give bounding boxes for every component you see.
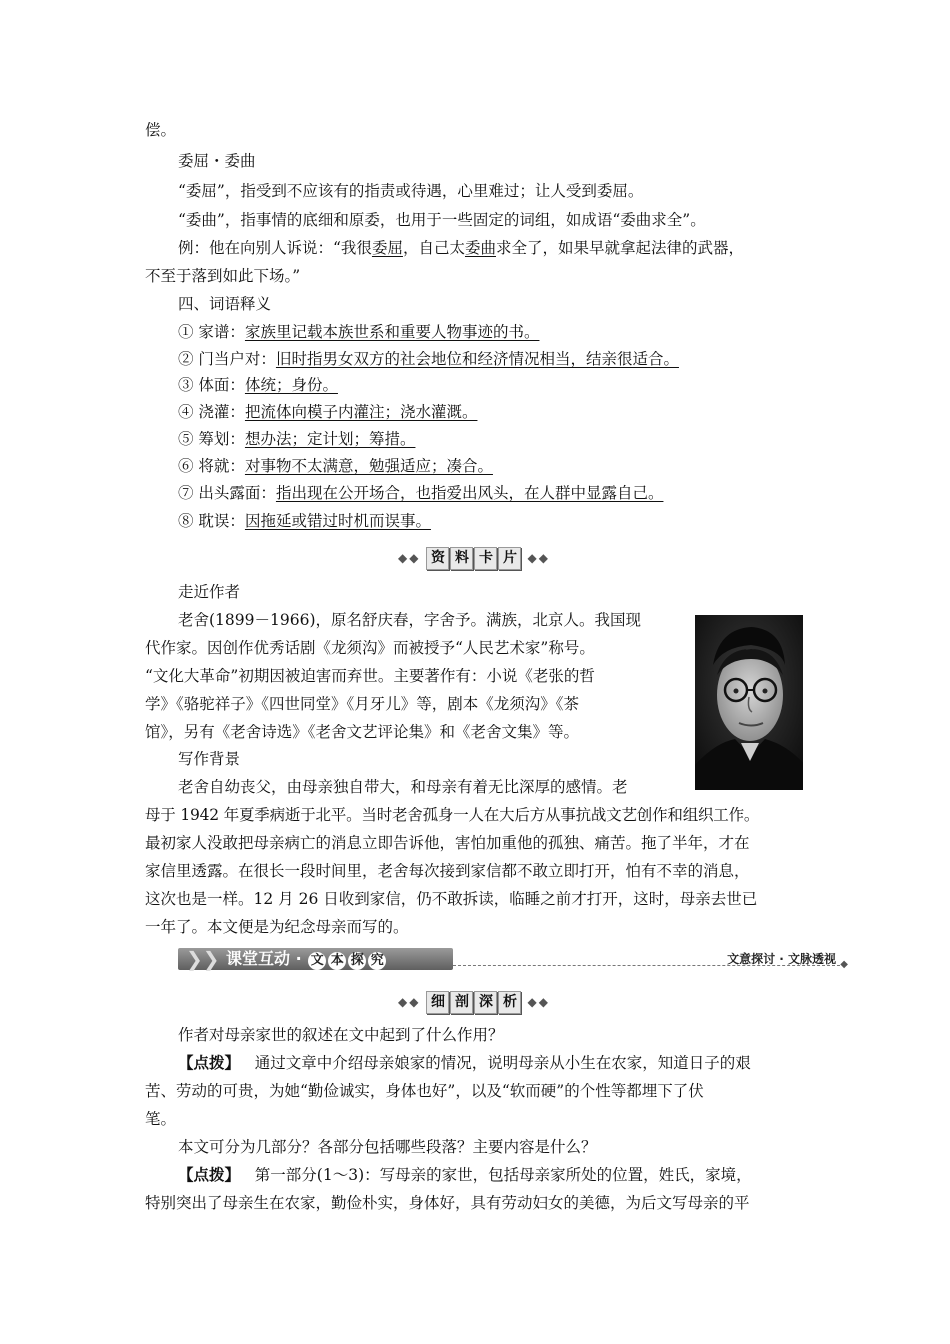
glossary-item: ⑤ 筹划：想办法；定计划；筹措。 <box>178 430 416 448</box>
subheading-author: 走近作者 <box>178 583 241 601</box>
background-line: 家信里透露。在很长一段时间里，老舍每次接到家信都不敢立即打开，怕有不幸的消息， <box>145 862 750 880</box>
card-title-char: 析 <box>498 991 521 1014</box>
glossary-item: ① 家谱：家族里记载本族世系和重要人物事迹的书。 <box>178 323 540 341</box>
card-title-char: 剖 <box>450 991 473 1014</box>
answer-line: 笔。 <box>145 1110 177 1128</box>
glossary-item: ⑥ 将就：对事物不太满意，勉强适应；凑合。 <box>178 457 493 475</box>
text-line: 委屈・委曲 <box>178 152 256 170</box>
card-header-materials <box>398 546 550 570</box>
glossary-item: ③ 体面：体统；身份。 <box>178 376 338 394</box>
author-line: “文化大革命”初期因被迫害而弃世。主要著作有：小说《老张的哲 <box>145 667 595 685</box>
banner-subtitle: 文意探讨 · 文脉透视 <box>727 952 836 966</box>
banner-title: 课堂互动 · 文 本 探 究 <box>226 948 387 970</box>
example-line: 例：他在向别人诉说：“我很委屈，自己太委曲求全了，如果早就拿起法律的武器， <box>178 239 744 257</box>
background-line: 老舍自幼丧父，由母亲独自带大，和母亲有着无比深厚的感情。老 <box>178 778 628 796</box>
glossary-item: ② 门当户对：旧时指男女双方的社会地位和经济情况相当，结亲很适合。 <box>178 350 679 368</box>
glossary-item: ④ 浇灌：把流体向模子内灌注；浇水灌溉。 <box>178 403 478 421</box>
glossary-item: ⑧ 耽误：因拖延或错过时机而误事。 <box>178 512 431 530</box>
double-chevron-right-icon: ❯❯ <box>186 947 220 971</box>
card-title-char: 片 <box>498 547 521 570</box>
text-line: “委屈”，指受到不应该有的指责或待遇，心里难过；让人受到委屈。 <box>178 182 644 200</box>
answer-line: 苦、劳动的可贵，为她“勤俭诚实，身体也好”，以及“软而硬”的个性等都埋下了伏 <box>145 1082 704 1100</box>
question-line: 作者对母亲家世的叙述在文中起到了什么作用？ <box>178 1026 504 1044</box>
author-line: 老舍(1899－1966)，原名舒庆春，字舍予。满族，北京人。我国现 <box>178 611 641 629</box>
text-line: “委曲”，指事情的底细和原委，也用于一些固定的词组，如成语“委曲求全”。 <box>178 211 706 229</box>
background-line: 这次也是一样。12 月 26 日收到家信，仍不敢拆读，临睡之前才打开，这时，母亲去世已 <box>145 890 758 908</box>
card-title-char: 资 <box>426 547 449 570</box>
text-line: 不至于落到如此下场。” <box>145 267 301 285</box>
card-title-char: 卡 <box>474 547 497 570</box>
background-line: 母于 1942 年夏季病逝于北平。当时老舍孤身一人在大后方从事抗战文艺创作和组织工作。 <box>145 806 760 824</box>
background-line: 一年了。本文便是为纪念母亲而写的。 <box>145 918 409 936</box>
question-line: 本文可分为几部分？各部分包括哪些段落？主要内容是什么？ <box>178 1138 597 1156</box>
author-line: 馆》，另有《老舍诗选》《老舍文艺评论集》和《老舍文集》等。 <box>145 723 580 741</box>
diamond-ornament-icon: ◆◆ <box>527 995 550 1009</box>
section-heading: 四、词语释义 <box>178 295 272 313</box>
answer-line: 【点拨】 第一部分(1～3)：写母亲的家世，包括母亲家所处的位置，姓氏，家境， <box>178 1165 752 1184</box>
diamond-ornament-icon: ◆◆ <box>398 995 421 1009</box>
author-line: 代作家。因创作优秀话剧《龙须沟》而被授予“人民艺术家”称号。 <box>145 639 595 657</box>
diamond-ornament-icon: ◆◆ <box>398 551 421 565</box>
glossary-item: ⑦ 出头露面：指出现在公开场合，也指爱出风头，在人群中显露自己。 <box>178 484 664 502</box>
diamond-ornament-icon: ◆◆ <box>527 551 550 565</box>
card-title-char: 深 <box>474 991 497 1014</box>
card-title-char: 料 <box>450 547 473 570</box>
section-banner <box>178 948 848 972</box>
answer-line: 特别突出了母亲生在农家，勤俭朴实，身体好，具有劳动妇女的美德，为后文写母亲的平 <box>145 1194 750 1212</box>
diamond-icon: ◆ <box>840 959 848 970</box>
background-line: 最初家人没敢把母亲病亡的消息立即告诉他，害怕加重他的孤独、痛苦。拖了半年，才在 <box>145 834 750 852</box>
subheading-background: 写作背景 <box>178 750 241 768</box>
text-line: 偿。 <box>145 121 177 139</box>
answer-line: 【点拨】 通过文章中介绍母亲娘家的情况，说明母亲从小生在农家，知道日子的艰 <box>178 1053 751 1072</box>
card-header-analysis <box>398 990 550 1014</box>
author-line: 学》《骆驼祥子》《四世同堂》《月牙儿》等，剧本《龙须沟》《茶 <box>145 695 580 713</box>
card-title-char: 细 <box>426 991 449 1014</box>
